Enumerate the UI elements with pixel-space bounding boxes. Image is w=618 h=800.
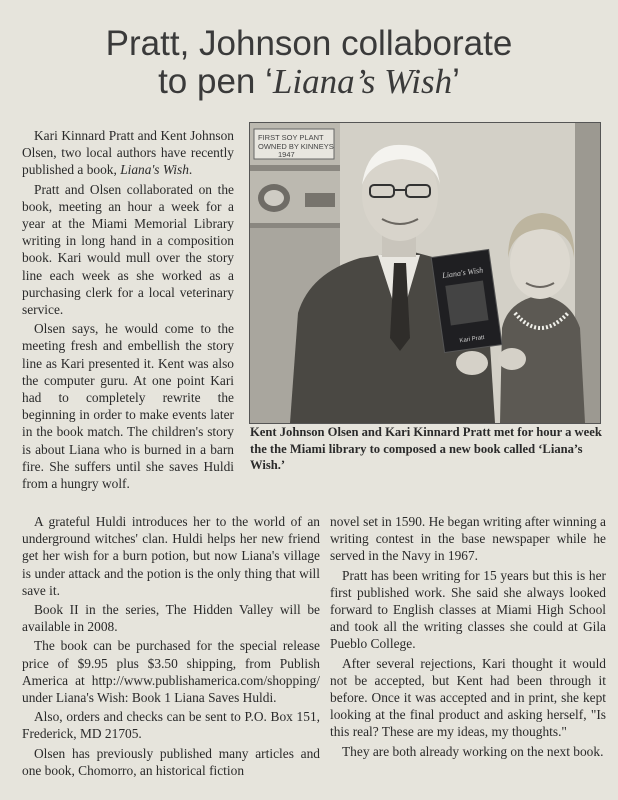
- shelf-bowl-inner: [264, 190, 284, 206]
- article-column-right: [330, 513, 606, 760]
- book-title: Liana's Wish: [441, 265, 484, 281]
- article-column-left: [22, 127, 234, 492]
- woman-hand: [498, 348, 526, 370]
- headline-prefix: to pen ‘: [158, 62, 273, 102]
- paragraph: Pratt has been writing for 15 years but this is her first published work. She said she always looked forward to English classes at Miami High School and took all the writing classes she could at Gila Pueblo College.: [330, 567, 606, 652]
- author-photo: [249, 122, 601, 424]
- paragraph: Olsen says, he would come to the meeting fresh and embellish the story line as Kari presented it. Kent was also the computer guru. At one point Kari had to completely rewrite the beginning in order to make events later in the book match. The children's story is about Liana who is burned in a barn fire. She suffers until she saves Huldi from a hungry wolf.: [22, 321, 234, 492]
- paragraph: After several rejections, Kari thought it would not be accepted, but Kent had been through it before. Once it was accepted and in print, she kept looking at the final product and asking herself, "Is this real? These are my ideas, my thoughts.": [330, 655, 606, 740]
- paragraph-text: Kari Kinnard Pratt and Kent Johnson Olsen, two local authors have recently published a book,: [22, 128, 234, 178]
- book-author: Kari Pratt: [459, 334, 485, 345]
- shelf: [250, 223, 340, 228]
- shelf-box: [305, 193, 335, 207]
- book-title: Liana's Wish: [120, 162, 189, 178]
- paragraph: Olsen has previously published many articles and one book, Chomorro, an historical fiction: [22, 745, 320, 778]
- headline-line-1: Pratt, Johnson collaborate: [105, 24, 513, 64]
- book-art: [445, 281, 488, 326]
- woman-face: [510, 227, 570, 299]
- paragraph-text: .: [188, 162, 193, 178]
- man-hand: [456, 351, 488, 375]
- paragraph: A grateful Huldi introduces her to the world of an underground witches' clan. Huldi helps her new friend get her wish for a burn potion, but now Liana's village is under attack and the potion is the only thing that will save it.: [22, 514, 320, 598]
- paragraph: [22, 127, 234, 179]
- paragraph: Book II in the series, The Hidden Valley will be available in 2008.: [22, 602, 320, 635]
- paragraph: novel set in 1590. He began writing after winning a writing contest in the base newspaper while he served in the Navy in 1967.: [330, 514, 606, 564]
- photo-illustration: [250, 123, 600, 423]
- paragraph: Pratt and Olsen collaborated on the book, meeting an hour a week for a year at the Miami Memorial Library writing in long hand in a composition book. Kari would mull over the story line each week as she worked as a purchasing clerk for a local veterinary service.: [22, 181, 234, 318]
- article-column-wide: [22, 513, 320, 779]
- shelf: [250, 165, 340, 171]
- plaque-text-1: FIRST SOY PLANT: [258, 133, 324, 142]
- plaque-text-3: 1947: [278, 150, 295, 159]
- plaque-text-2: OWNED BY KINNEYS: [258, 142, 334, 151]
- headline-book-title: Liana’s Wish: [272, 62, 453, 102]
- headline-line-2: [0, 63, 618, 101]
- photo-caption: Kent Johnson Olsen and Kari Kinnard Pratt met for hour a week the the Miami library to composed a new book called ‘Liana’s Wish.’: [250, 425, 602, 472]
- headline-suffix: ’: [452, 62, 460, 102]
- paragraph: They are both already working on the next book.: [342, 743, 604, 759]
- headline: [0, 25, 618, 101]
- paragraph: Also, orders and checks can be sent to P.O. Box 151, Frederick, MD 21705.: [22, 709, 320, 742]
- paragraph: The book can be purchased for the special release price of $9.95 plus $3.50 shipping, from Publish America at http://www.publishamerica.com/shopping/ under Liana's Wish: Book 1 Liana Saves Huldi.: [22, 638, 320, 706]
